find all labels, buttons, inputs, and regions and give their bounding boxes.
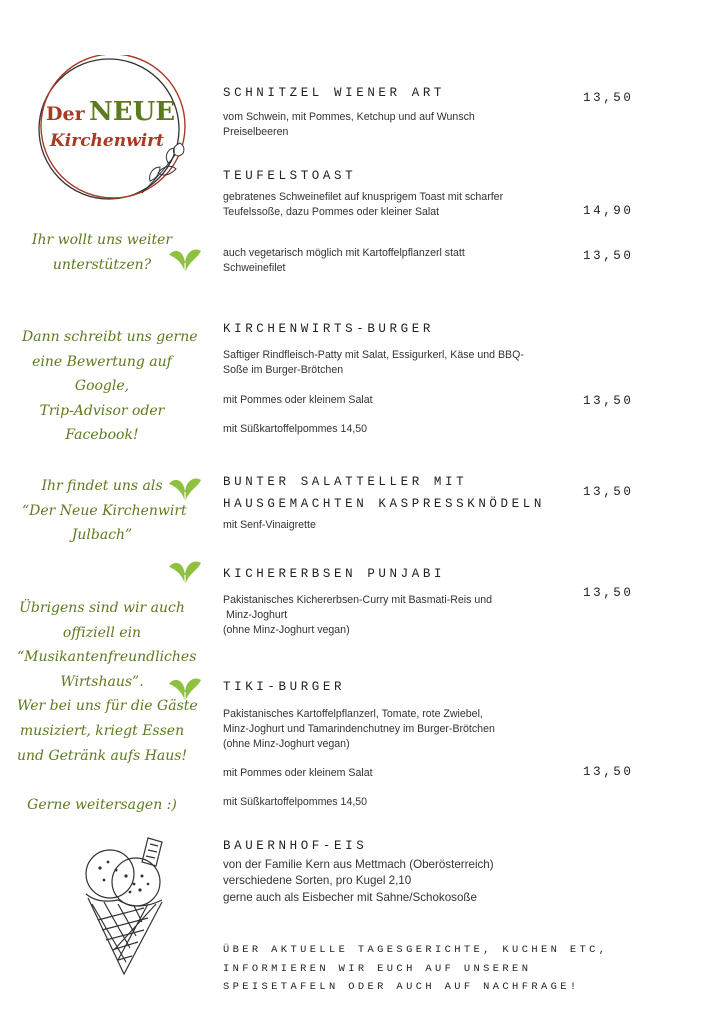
dish-title-punjabi: KICHERERBSEN PUNJABI [223,567,446,581]
logo-rings [30,55,195,205]
price-schnitzel: 13,50 [583,91,634,105]
logo-word-der: Der [46,103,85,125]
dish-title-schnitzel: SCHNITZEL WIENER ART [223,86,446,100]
dish-title-salatteller-line1: BUNTER SALATTELLER MIT [223,475,468,489]
logo-word-kirchenwirt: Kirchenwirt [50,131,164,151]
price-teufelstoast-veg: 13,50 [583,249,634,263]
dish-title-kirchenwirts-burger: KIRCHENWIRTS-BURGER [223,322,434,336]
dish-desc-teufelstoast-veg: auch vegetarisch möglich mit Kartoffelpflanzerl statt Schweinefilet [223,247,465,274]
price-salatteller: 13,50 [583,485,634,499]
leaf-icon [167,670,203,706]
sidebar-support-text: Ihr wollt uns weiter unterstützen? [31,232,173,273]
sidebar-find-us-text: Ihr findet uns als “Der Neue Kirchenwirt Julbach” [22,478,187,544]
price-punjabi: 13,50 [583,586,634,600]
price-teufelstoast: 14,90 [583,204,634,218]
dish-desc-tiki-burger: Pakistanisches Kartoffelpflanzerl, Tomate, rote Zwiebel, Minz-Joghurt und Tamarindenchutney im Burger-Brötchen (ohne Minz-Joghurt vegan) [223,708,495,750]
dish-option-suesskartoffel: mit Süßkartoffelpommes 14,50 [223,796,368,808]
dish-title-tiki-burger: TIKI-BURGER [223,680,346,694]
dish-desc-bauernhof-eis: von der Familie Kern aus Mettmach (Oberösterreich) verschiedene Sorten, pro Kugel 2,10 gerne auch als Eisbecher mit Sahne/Schokosoße [223,858,494,904]
dish-desc-salatteller: mit Senf-Vinaigrette [223,519,316,531]
dish-option-suesskartoffel: mit Süßkartoffelpommes 14,50 [223,423,368,435]
leaf-icon [167,553,203,589]
dish-desc-schnitzel: vom Schwein, mit Pommes, Ketchup und auf Wunsch Preiselbeeren [223,111,475,138]
sidebar-review-text: Dann schreibt uns gerne eine Bewertung auf Google, Trip-Advisor oder Facebook! [22,329,198,444]
leaf-icon [167,470,203,506]
sidebar-share-text: Gerne weitersagen :) [27,797,177,813]
dish-title-salatteller-line2: HAUSGEMACHTEN KASPRESSKNÖDELN [223,497,545,511]
restaurant-logo [30,55,195,205]
ice-cream-cone-icon [78,832,178,978]
logo-word-neue: NEUE [89,97,176,127]
dish-desc-punjabi: Pakistanisches Kichererbsen-Curry mit Basmati-Reis und Minz-Joghurt (ohne Minz-Joghurt vegan) [223,594,493,636]
dish-option-pommes: mit Pommes oder kleinem Salat [223,394,373,406]
dish-title-bauernhof-eis: BAUERNHOF-EIS [223,839,368,853]
leaf-icon [167,241,203,277]
logo-title-line1 [46,97,196,127]
price-tiki-burger: 13,50 [583,765,634,779]
sidebar-music-text: Übrigens sind wir auch offiziell ein “Musikantenfreundliches Wirtshaus”. Wer bei uns für die Gäste musiziert, kriegt Essen und Getränk aufs Haus! [17,600,198,764]
footer-note: ÜBER AKTUELLE TAGESGERICHTE, KUCHEN ETC, INFORMIEREN WIR EUCH AUF UNSEREN SPEISETAFELN ODER AUCH AUF NACHFRAGE! [223,944,609,994]
dish-option-pommes: mit Pommes oder kleinem Salat [223,767,373,779]
dish-desc-teufelstoast: gebratenes Schweinefilet auf knusprigem Toast mit scharfer Teufelssoße, dazu Pommes oder kleiner Salat [223,191,504,218]
dish-desc-kirchenwirts-burger: Saftiger Rindfleisch-Patty mit Salat, Essigurkerl, Käse und BBQ- Soße im Burger-Brötchen [223,349,524,376]
price-kirchenwirts-burger: 13,50 [583,394,634,408]
dish-title-teufelstoast: TEUFELSTOAST [223,169,357,183]
